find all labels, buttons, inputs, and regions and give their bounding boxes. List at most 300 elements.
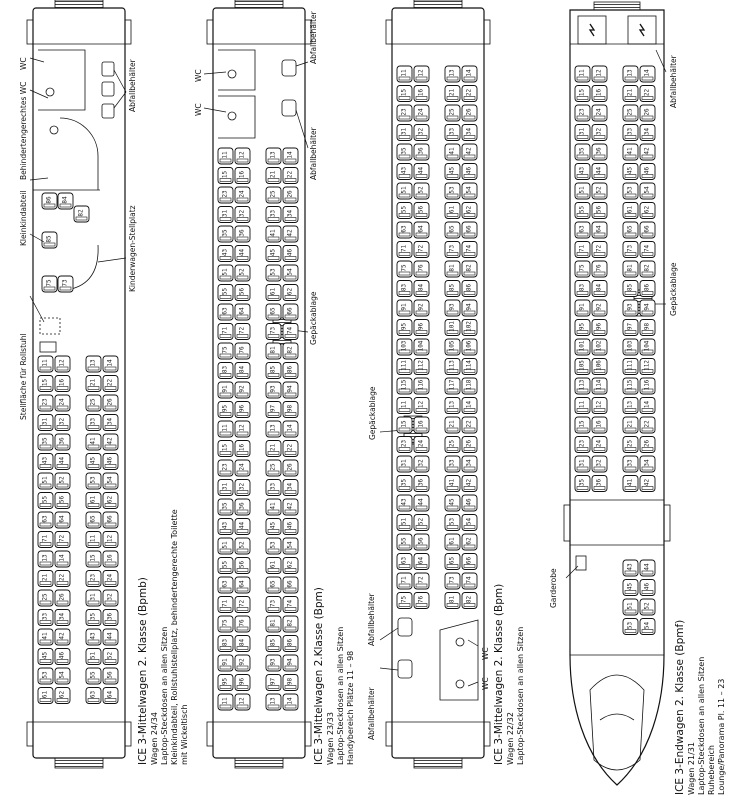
seat — [86, 356, 101, 372]
seat — [55, 571, 70, 587]
car1-title: ICE 3-Mittelwagen 2. Klasse (Bpmb) — [137, 577, 149, 765]
seat-number: 45 — [269, 521, 277, 530]
seat-number: 73 — [61, 279, 69, 287]
seat — [283, 246, 298, 262]
seat-number: 61 — [448, 205, 456, 214]
seat — [414, 495, 429, 511]
seat-number: 13 — [41, 554, 49, 562]
seat — [445, 105, 460, 121]
car2-title: ICE 3-Mittelwagen 2.Klasse (Bpm) — [313, 587, 325, 765]
seat-number: 82 — [465, 595, 473, 604]
seat-number: 46 — [465, 498, 473, 506]
seat-number: 92 — [595, 303, 603, 311]
seat-number: 43 — [400, 498, 408, 506]
car2-label-waste-bin-1: Abfallbehälter — [309, 11, 318, 64]
seat-number: 106 — [595, 360, 603, 371]
seat-number: 13 — [626, 69, 634, 77]
seat-number: 31 — [221, 482, 229, 491]
seat — [266, 343, 281, 359]
seat — [266, 538, 281, 554]
seat-number: 36 — [238, 229, 246, 237]
seat-number: 55 — [221, 287, 229, 296]
seat-number: 56 — [58, 495, 66, 504]
car3-label-luggage-rack: Gepäckablage — [368, 386, 377, 440]
seat — [103, 610, 118, 626]
seat-number: 74 — [643, 244, 651, 253]
seat — [592, 281, 607, 297]
seat — [218, 597, 233, 613]
seat-number: 63 — [221, 580, 229, 588]
seat-number: 117 — [448, 379, 456, 391]
seat-number: 13 — [448, 400, 456, 409]
seat-number: 35 — [221, 502, 229, 510]
seat-number: 86 — [286, 638, 294, 647]
seat — [623, 359, 638, 375]
seat-number: 55 — [221, 560, 229, 569]
seat-number: 43 — [400, 166, 408, 175]
seat-number: 11 — [400, 69, 408, 77]
seat — [397, 417, 412, 433]
seat-number: 44 — [238, 248, 246, 257]
seat — [414, 339, 429, 355]
seat — [623, 599, 638, 615]
seat-number: 94 — [286, 385, 294, 393]
seat-number: 24 — [106, 573, 114, 582]
seat-number: 86 — [286, 365, 294, 374]
seat-number: 36 — [417, 147, 425, 155]
seat-number: 26 — [465, 439, 473, 448]
seat — [462, 339, 477, 355]
seat — [86, 395, 101, 411]
seat — [445, 339, 460, 355]
seat — [623, 242, 638, 258]
seat-number: 41 — [41, 632, 49, 640]
seat — [283, 148, 298, 164]
seat — [462, 417, 477, 433]
seat-number: 41 — [626, 478, 634, 487]
seat-number: 33 — [626, 127, 634, 136]
seat — [38, 668, 53, 684]
seat — [462, 66, 477, 82]
seat — [235, 226, 250, 242]
seat — [640, 580, 655, 596]
seat — [414, 242, 429, 258]
seat-number: 23 — [221, 463, 229, 471]
seat-number: 98 — [286, 677, 294, 686]
seat — [218, 187, 233, 203]
seat-number: 91 — [221, 385, 229, 393]
seat-number: 84 — [238, 638, 246, 647]
car1-caption-line: Kleinkindabteil, Rollstuhlstellplatz, behindertengerechte Toilette — [170, 509, 179, 765]
seat-number: 24 — [417, 439, 425, 448]
seat-number: 85 — [45, 235, 53, 243]
car2-caption-line: Wagen 23/33 — [326, 712, 335, 765]
seat — [235, 480, 250, 496]
seat — [623, 86, 638, 102]
car1-caption-line: Laptop-Steckdosen an allen Sitzen — [160, 626, 169, 765]
seat-number: 53 — [41, 671, 49, 679]
seat — [38, 610, 53, 626]
seat — [623, 261, 638, 277]
seat-number: 98 — [286, 404, 294, 413]
seat — [445, 417, 460, 433]
seat — [266, 480, 281, 496]
seat-number: 45 — [89, 456, 97, 465]
car2-label-wc-2: WC — [194, 103, 203, 116]
seat — [283, 382, 298, 398]
seat — [235, 558, 250, 574]
seat — [266, 285, 281, 301]
seat-number: 64 — [238, 307, 246, 315]
seat — [414, 378, 429, 394]
seat-number: 31 — [89, 593, 97, 601]
seat — [445, 125, 460, 141]
seat-number: 53 — [89, 476, 97, 484]
seat-number: 114 — [595, 379, 603, 391]
seat — [575, 300, 590, 316]
seat — [575, 86, 590, 102]
seat — [218, 460, 233, 476]
seat — [218, 168, 233, 184]
seat-number: 53 — [269, 541, 277, 549]
seat — [266, 558, 281, 574]
seat-number: 66 — [465, 225, 473, 233]
seat-number: 95 — [400, 322, 408, 331]
seat-number: 24 — [238, 463, 246, 471]
seat — [640, 599, 655, 615]
seat-number: 11 — [578, 69, 586, 77]
seat-number: 16 — [238, 443, 246, 452]
seat — [55, 512, 70, 528]
seat-number: 35 — [578, 478, 586, 487]
seat — [462, 476, 477, 492]
seat-number: 64 — [238, 580, 246, 588]
seat-number: 95 — [221, 677, 229, 686]
seat-number: 65 — [448, 556, 456, 565]
seat-number: 23 — [41, 398, 49, 406]
seat — [55, 395, 70, 411]
seat-number: 66 — [286, 580, 294, 588]
seat — [397, 281, 412, 297]
car3-title: ICE 3-Mittelwagen 2. Klasse (Bpm) — [493, 583, 505, 765]
seat-number: 31 — [400, 459, 408, 467]
seat — [575, 456, 590, 472]
seat — [235, 460, 250, 476]
seat-number: 63 — [41, 515, 49, 523]
seat-number: 98 — [643, 322, 651, 331]
seat — [266, 324, 281, 340]
seat — [283, 694, 298, 710]
seat-number: 63 — [400, 225, 408, 233]
seat — [55, 532, 70, 548]
car3-coupling-bottom — [414, 758, 462, 768]
seat — [462, 456, 477, 472]
seat — [283, 421, 298, 437]
seat — [266, 265, 281, 281]
seat — [235, 246, 250, 262]
seat — [283, 285, 298, 301]
seat — [414, 320, 429, 336]
seat — [38, 629, 53, 645]
seat-number: 93 — [626, 303, 634, 311]
car1-caption-line: Wagen 24/34 — [150, 712, 159, 765]
seat-number: 81 — [626, 264, 634, 272]
seat-number: 22 — [643, 88, 651, 97]
seat — [414, 359, 429, 375]
seat-number: 24 — [238, 190, 246, 198]
seat — [575, 359, 590, 375]
seat-number: 53 — [626, 621, 634, 630]
seat — [397, 593, 412, 609]
seat — [266, 499, 281, 515]
seat-number: 52 — [417, 517, 425, 526]
seat — [462, 105, 477, 121]
seat — [283, 265, 298, 281]
seat — [397, 261, 412, 277]
seat-number: 12 — [595, 400, 603, 409]
seat — [86, 532, 101, 548]
seat — [575, 242, 590, 258]
seat-number: 82 — [465, 264, 473, 272]
seat-number: 65 — [269, 580, 277, 588]
seat — [397, 378, 412, 394]
seat — [592, 300, 607, 316]
seat — [38, 649, 53, 665]
seat-number: 97 — [269, 404, 277, 413]
seat-number: 73 — [448, 576, 456, 584]
seat-number: 42 — [643, 147, 651, 155]
seat — [86, 590, 101, 606]
seat-number: 93 — [269, 385, 277, 393]
seat — [55, 649, 70, 665]
seat-number: 65 — [269, 307, 277, 315]
seat — [38, 551, 53, 567]
seat — [575, 437, 590, 453]
seat-number: 96 — [417, 322, 425, 331]
seat — [462, 144, 477, 160]
seat-number: 15 — [41, 378, 49, 387]
seat — [592, 144, 607, 160]
seat-number: 71 — [221, 326, 229, 335]
seat — [397, 203, 412, 219]
seat — [103, 376, 118, 392]
seat — [397, 515, 412, 531]
seat — [640, 437, 655, 453]
seat — [414, 417, 429, 433]
seat-number: 14 — [643, 69, 651, 77]
seat-number: 62 — [106, 495, 114, 504]
seat-number: 22 — [106, 378, 114, 387]
seat-number: 44 — [238, 521, 246, 530]
seat-number: 21 — [269, 170, 277, 179]
seat-number: 15 — [89, 554, 97, 562]
seat-number: 41 — [448, 478, 456, 487]
seat — [462, 437, 477, 453]
seat — [445, 515, 460, 531]
seat-number: 23 — [89, 573, 97, 582]
seat-number: 11 — [221, 424, 229, 432]
seat — [445, 398, 460, 414]
seat — [38, 454, 53, 470]
seat-number: 71 — [400, 244, 408, 253]
seat — [38, 512, 53, 528]
seat-number: 65 — [89, 515, 97, 523]
seat — [414, 125, 429, 141]
seat — [640, 398, 655, 414]
seat-number: 64 — [417, 225, 425, 233]
seat — [397, 105, 412, 121]
seat — [575, 339, 590, 355]
seat — [235, 577, 250, 593]
car2-label-waste-bin-bottom: Abfallbehälter — [367, 593, 376, 646]
seat — [623, 222, 638, 238]
seat-number: 45 — [448, 498, 456, 506]
car1-label-accessible-wc: Behindertengerechtes WC — [19, 81, 28, 180]
seat-number: 52 — [106, 651, 114, 660]
seat-number: 46 — [465, 166, 473, 175]
seat-number: 13 — [626, 400, 634, 409]
seat-number: 83 — [221, 365, 229, 374]
seat-number: 56 — [238, 560, 246, 569]
seat — [592, 359, 607, 375]
seat-number: 15 — [578, 88, 586, 97]
seat — [86, 668, 101, 684]
seat — [266, 577, 281, 593]
seat-number: 45 — [41, 651, 49, 660]
seat-number: 118 — [465, 379, 473, 391]
seat — [283, 577, 298, 593]
seat — [414, 261, 429, 277]
seat — [445, 554, 460, 570]
seat — [218, 675, 233, 691]
seat-number: 34 — [643, 127, 651, 136]
seat — [218, 304, 233, 320]
seat — [235, 343, 250, 359]
seat — [58, 193, 73, 209]
seat-number: 85 — [269, 638, 277, 647]
seat-number: 54 — [643, 186, 651, 194]
seat — [38, 473, 53, 489]
seat-number: 75 — [221, 346, 229, 354]
seat — [218, 636, 233, 652]
seat-number: 54 — [286, 541, 294, 549]
seat — [592, 203, 607, 219]
seat — [283, 519, 298, 535]
seat-number: 66 — [643, 225, 651, 233]
seat-number: 43 — [89, 632, 97, 640]
seat-number: 36 — [595, 147, 603, 155]
seat-number: 26 — [286, 190, 294, 198]
seat — [592, 437, 607, 453]
seat — [623, 300, 638, 316]
seat-number: 73 — [269, 599, 277, 608]
seat — [592, 261, 607, 277]
seat-number: 76 — [417, 264, 425, 272]
seat-number: 71 — [221, 599, 229, 608]
seat-number: 82 — [77, 209, 85, 217]
seat — [103, 395, 118, 411]
seat-number: 81 — [269, 346, 277, 354]
seat — [397, 476, 412, 492]
seat-number: 64 — [417, 556, 425, 565]
seat-number: 83 — [400, 283, 408, 292]
seat-number: 45 — [626, 166, 634, 175]
seat-number: 21 — [448, 88, 456, 97]
seat — [575, 203, 590, 219]
seat-number: 22 — [465, 88, 473, 97]
seat-number: 52 — [643, 602, 651, 610]
seat — [445, 456, 460, 472]
seat-number: 12 — [595, 69, 603, 77]
seat-number: 56 — [595, 205, 603, 214]
seat-number: 11 — [41, 359, 49, 367]
seat-number: 33 — [626, 459, 634, 467]
seat-number: 36 — [58, 437, 66, 445]
seat-number: 33 — [269, 482, 277, 491]
seat — [55, 415, 70, 431]
seat-number: 46 — [58, 651, 66, 660]
car4-caption-line: Ruhebereich — [707, 745, 716, 795]
seat-number: 82 — [286, 619, 294, 627]
seat-number: 74 — [465, 244, 473, 253]
seat — [103, 493, 118, 509]
seat-number: 13 — [269, 151, 277, 159]
seat-number: 72 — [417, 244, 425, 253]
seat — [397, 222, 412, 238]
seat-number: 54 — [465, 186, 473, 194]
seat-number: 42 — [465, 147, 473, 155]
seat-number: 12 — [106, 534, 114, 543]
seat-number: 35 — [578, 147, 586, 155]
seat-number: 95 — [578, 322, 586, 331]
seat — [38, 376, 53, 392]
seat-number: 44 — [417, 166, 425, 175]
seat — [623, 203, 638, 219]
seat-number: 13 — [269, 424, 277, 432]
seat-number: 32 — [58, 417, 66, 426]
seat — [462, 495, 477, 511]
car1-coupling-top — [55, 0, 103, 8]
seat-number: 42 — [643, 478, 651, 487]
seat — [414, 437, 429, 453]
seat-number: 33 — [41, 612, 49, 621]
seat — [266, 519, 281, 535]
seat-number: 46 — [286, 521, 294, 530]
seat — [235, 694, 250, 710]
seat — [103, 512, 118, 528]
seat-number: 15 — [221, 170, 229, 179]
seat-number: 36 — [106, 612, 114, 621]
seat-number: 62 — [643, 205, 651, 214]
seat-number: 16 — [595, 88, 603, 97]
seat-number: 113 — [578, 379, 586, 391]
car1-label-waste-bin: Abfallbehälter — [128, 59, 137, 112]
seat — [592, 105, 607, 121]
seat — [218, 538, 233, 554]
seat-number: 41 — [448, 147, 456, 155]
seat — [640, 86, 655, 102]
seat — [623, 105, 638, 121]
seat-number: 64 — [106, 690, 114, 699]
seat — [283, 343, 298, 359]
seat-number: 46 — [643, 166, 651, 175]
seat — [397, 398, 412, 414]
seat-number: 55 — [578, 205, 586, 214]
seat — [103, 629, 118, 645]
seat-number: 55 — [41, 495, 49, 504]
seat — [445, 437, 460, 453]
seat — [462, 261, 477, 277]
